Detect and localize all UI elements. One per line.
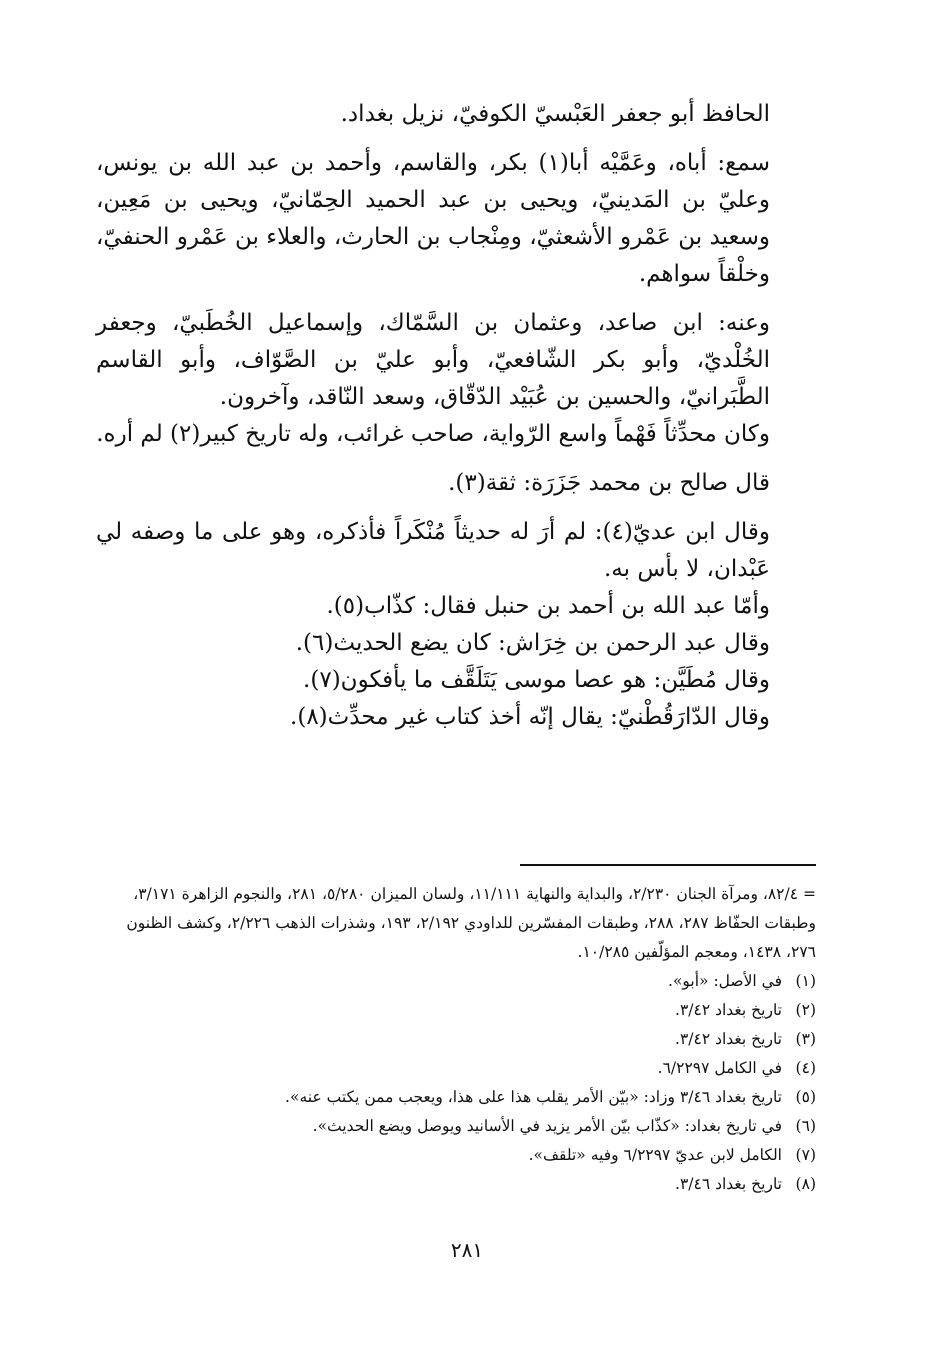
footnote-text: في تاريخ بغداد: «كذّاب بيّن الأمر يزيد في الأسانيد ويوصل ويضع الحديث».	[312, 1117, 782, 1135]
footnote-item	[100, 1054, 816, 1083]
footnote-number: (٢)	[795, 1001, 816, 1019]
footnotes	[100, 880, 816, 1199]
footnote-number: (٧)	[795, 1146, 816, 1164]
narrators-paragraph: وعنه: ابن صاعد، وعثمان بن السَّمّاك، وإسماعيل الخُطَبيّ، وجعفر الخُلْديّ، وأبو بكر الشّافعيّ، وأبو عليّ بن الصَّوّاف، وأبو القاسم الطَّبَرانيّ، والحسين بن عُبَيْد الدّقّاق، وسعد النّاقد، وآخرون.	[96, 310, 770, 410]
footnote-item	[100, 1141, 816, 1170]
footnote-continuation	[100, 880, 816, 967]
footnote-item	[100, 1025, 816, 1054]
quote-line: وقال الدّارَقُطْنيّ: يقال إنّه أخذ كتاب غير محدِّث(٨).	[290, 704, 770, 730]
footnote-item	[100, 1112, 816, 1141]
continuation-text: ٨٢/٤، ومرآة الجنان ٢/٢٣٠، والبداية والنهاية ١١/١١١، ولسان الميزان ٥/٢٨٠، ٢٨١، والنجوم الزاهرة ٣/١٧١، وطبقات الحفّاظ ٢٨٧، ٢٨٨، وطبقات المفسّرين للداودي ٢/١٩٢، ١٩٣، وشذرات الذهب ٢/٢٢٦، وكشف الظنون ٢٧٦، ١٤٣٨، ومعجم المؤلّفين ١٠/٢٨٥.	[126, 885, 816, 961]
footnote-number: (٣)	[795, 1030, 816, 1048]
page-number: ٢٨١	[450, 1238, 484, 1262]
footnote-item	[100, 996, 816, 1025]
footnote-text: تاريخ بغداد ٣/٤٦ وزاد: «بيّن الأمر يقلب هذا على هذا، ويعجب ممن يكتب عنه».	[285, 1088, 782, 1106]
footnote-number: (٦)	[795, 1117, 816, 1135]
footnote-number: (٨)	[795, 1175, 816, 1193]
saleh-quote: قال صالح بن محمد جَزَرَة: ثقة(٣).	[448, 470, 770, 496]
footnote-text: في الأصل: «أبو».	[668, 972, 782, 990]
quotes-block	[96, 588, 814, 736]
footnote-text: تاريخ بغداد ٣/٤٢.	[675, 1030, 782, 1048]
quote-line: وأمّا عبد الله بن أحمد بن حنبل فقال: كذّاب(٥).	[326, 593, 770, 619]
footnote-number: (١)	[795, 972, 816, 990]
footnote-item	[100, 967, 816, 996]
heard-from-paragraph: سمع: أباه، وعَمَّيْه أبا(١) بكر، والقاسم، وأحمد بن عبد الله بن يونس، وعليّ بن المَدينيّ، ويحيى بن عبد الحميد الحِمّانيّ، ويحيى بن مَعِين، وسعيد بن عَمْرو الأشعثيّ، ومِنْجاب بن الحارث، والعلاء بن عَمْرو الحنفيّ، وخلْقاً سواهم.	[96, 150, 770, 287]
footnote-text: في الكامل ٦/٢٢٩٧.	[657, 1059, 782, 1077]
footnote-separator	[520, 864, 816, 866]
footnote-text: الكامل لابن عديّ ٦/٢٢٩٧ وفيه «تلقف».	[528, 1146, 782, 1164]
footnote-number: (٤)	[795, 1059, 816, 1077]
footnote-item	[100, 1083, 816, 1112]
footnote-text: تاريخ بغداد ٣/٤٢.	[675, 1001, 782, 1019]
intro-line: الحافظ أبو جعفر العَبْسيّ الكوفيّ، نزيل بغداد.	[340, 101, 770, 127]
footnote-number: (٥)	[795, 1088, 816, 1106]
quote-line: وقال عبد الرحمن بن خِرَاش: كان يضع الحديث(٦).	[295, 630, 770, 656]
footnote-item	[100, 1170, 816, 1199]
ibn-adi-paragraph: وقال ابن عديّ(٤): لم أرَ له حديثاً مُنْكَراً فأذكره، وهو على ما وصفه لي عَبْدان، لا بأس به.	[96, 519, 770, 582]
main-text	[96, 96, 814, 736]
description-paragraph: وكان محدِّثاً فَهْماً واسع الرّواية، صاحب غرائب، وله تاريخ كبير(٢) لم أره.	[96, 421, 770, 447]
quote-line: وقال مُطَيَّن: هو عصا موسى يَتَلَقَّف ما يأفكون(٧).	[303, 667, 770, 693]
footnote-text: تاريخ بغداد ٣/٤٦.	[675, 1175, 782, 1193]
continuation-mark: =	[803, 885, 816, 903]
